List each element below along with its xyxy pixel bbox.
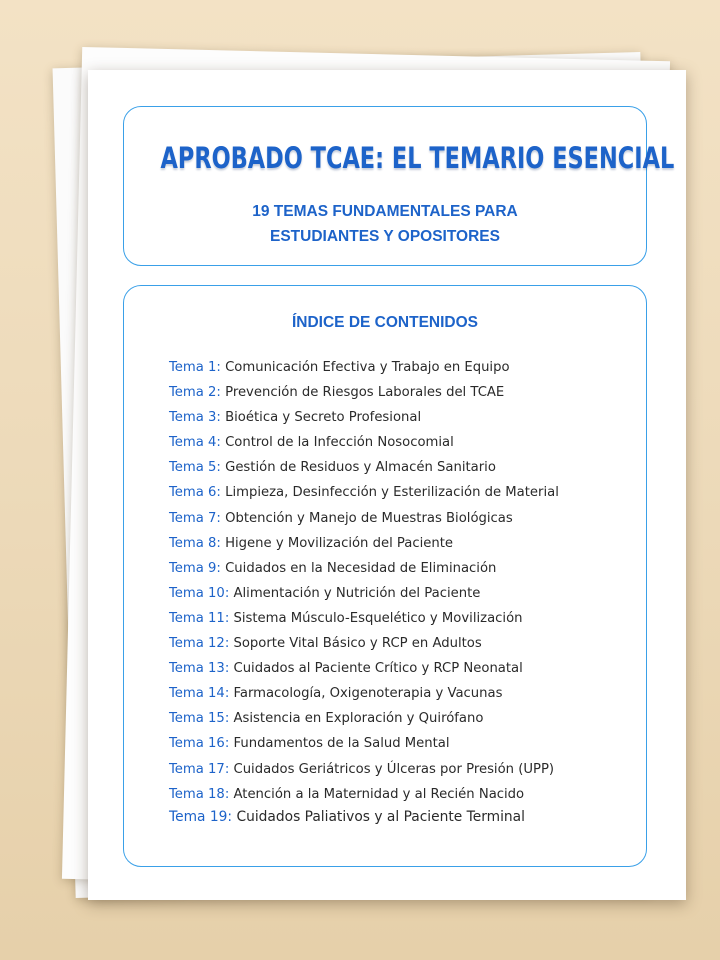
topic-title: Prevención de Riesgos Laborales del TCAE: [225, 385, 505, 401]
topic-title: Asistencia en Exploración y Quirófano: [233, 711, 484, 727]
topic-number: Tema 13:: [169, 661, 230, 677]
subtitle-line: ESTUDIANTES Y OPOSITORES: [270, 228, 500, 245]
topic-number: Tema 15:: [169, 711, 230, 727]
topic-item: [169, 409, 559, 434]
topic-number: Tema 10:: [169, 585, 230, 601]
topic-title: Obtención y Manejo de Muestras Biológicas: [225, 510, 513, 526]
topic-number: Tema 17:: [169, 761, 230, 777]
topic-title: Farmacología, Oxigenoterapia y Vacunas: [233, 686, 503, 702]
topic-item: [169, 484, 559, 509]
topic-item: [169, 660, 559, 685]
topic-item: [169, 560, 559, 585]
topic-number: Tema 9:: [169, 560, 221, 576]
topic-item: [169, 535, 559, 560]
topic-item: [169, 585, 559, 610]
topic-title: Control de la Infección Nosocomial: [225, 435, 454, 451]
topic-number: Tema 16:: [169, 736, 230, 752]
topic-item: [169, 359, 559, 384]
topic-title: Alimentación y Nutrición del Paciente: [233, 585, 481, 601]
document-page: [88, 70, 686, 900]
topic-item: [169, 635, 559, 660]
topic-number: Tema 1:: [169, 360, 221, 375]
topic-title: Cuidados Paliativos y al Paciente Terminal: [236, 808, 525, 825]
topic-number: Tema 12:: [169, 636, 230, 652]
document-subtitle: [124, 199, 646, 249]
topic-list: [169, 359, 559, 833]
title-box: [123, 106, 675, 266]
topic-item: [169, 434, 559, 459]
subtitle-line: 19 TEMAS FUNDAMENTALES PARA: [252, 203, 518, 220]
topic-title: Cuidados en la Necesidad de Eliminación: [225, 560, 497, 576]
topic-number: Tema 4:: [169, 435, 221, 451]
topic-item: [169, 808, 559, 833]
topic-item: [169, 610, 559, 635]
topic-title: Cuidados al Paciente Crítico y RCP Neonatal: [233, 661, 523, 677]
topic-item: [169, 735, 559, 760]
topic-item: [169, 761, 559, 786]
topic-number: Tema 18:: [169, 786, 230, 802]
topic-title: Sistema Músculo-Esquelético y Movilización: [233, 610, 523, 626]
index-heading: ÍNDICE DE CONTENIDOS: [291, 314, 478, 331]
index-box: [123, 285, 647, 867]
topic-number: Tema 2:: [169, 385, 221, 401]
topic-title: Bioética y Secreto Profesional: [225, 410, 422, 426]
topic-title: Atención a la Maternidad y al Recién Nacido: [233, 786, 525, 802]
topic-number: Tema 7:: [169, 510, 221, 526]
topic-item: [169, 459, 559, 484]
topic-title: Soporte Vital Básico y RCP en Adultos: [233, 636, 482, 652]
topic-number: Tema 8:: [169, 535, 221, 551]
topic-title: Cuidados Geriátricos y Úlceras por Presión (UPP): [233, 761, 555, 777]
topic-item: [169, 384, 559, 409]
topic-number: Tema 3:: [169, 410, 221, 426]
topic-title: Higene y Movilización del Paciente: [225, 535, 454, 551]
topic-number: Tema 11:: [169, 610, 230, 626]
topic-number: Tema 5:: [169, 460, 221, 476]
topic-number: Tema 14:: [169, 686, 230, 702]
topic-item: [169, 685, 559, 710]
topic-item: [169, 510, 559, 535]
document-title: APROBADO TCAE: EL TEMARIO ESENCIAL: [160, 141, 675, 175]
topic-title: Limpieza, Desinfección y Esterilización de Material: [225, 485, 559, 501]
topic-item: [169, 710, 559, 735]
topic-title: Fundamentos de la Salud Mental: [233, 736, 450, 752]
topic-number: Tema 6:: [169, 485, 221, 501]
topic-number: Tema 19:: [169, 808, 233, 825]
topic-title: Gestión de Residuos y Almacén Sanitario: [225, 460, 496, 476]
topic-title: Comunicación Efectiva y Trabajo en Equipo: [225, 360, 510, 375]
